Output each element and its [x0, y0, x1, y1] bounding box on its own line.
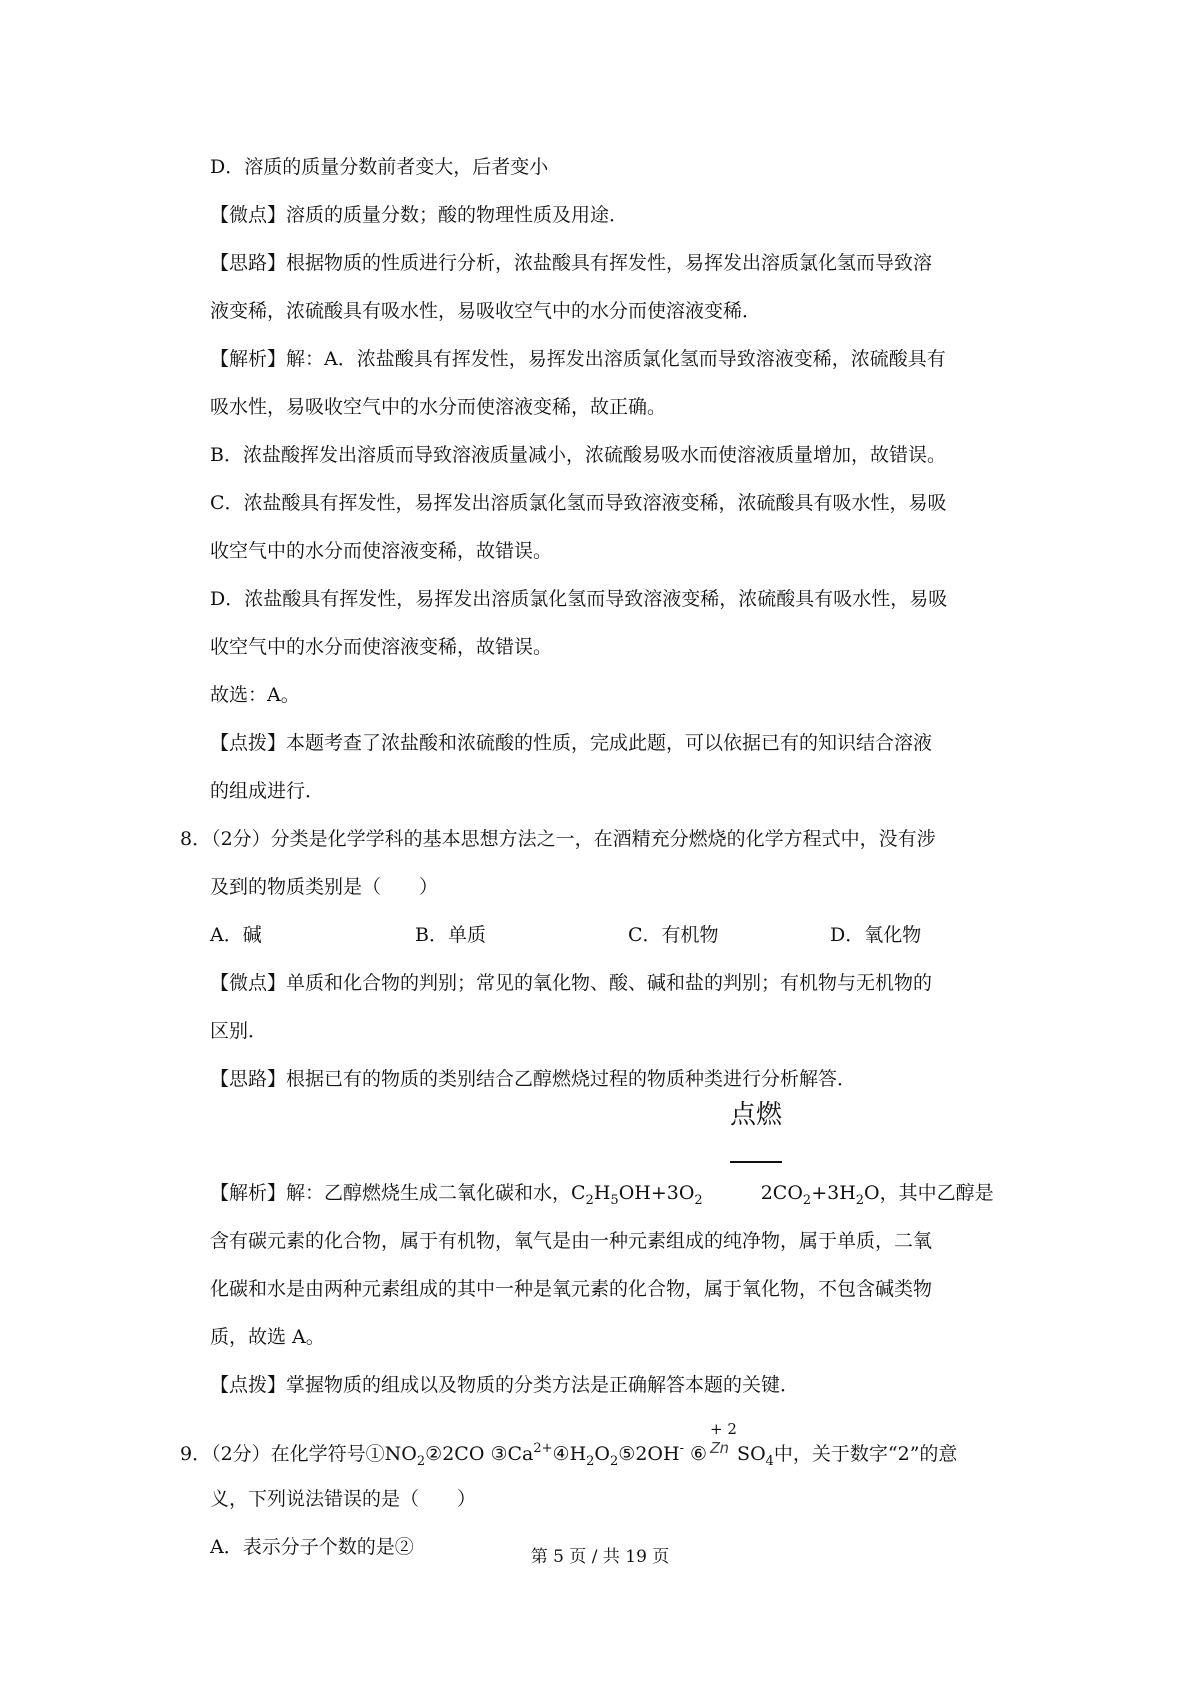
text-line: 故选：A。 — [210, 684, 300, 706]
jiexi-suffix: ，其中乙醇是 — [879, 1182, 994, 1204]
page-footer: 第 5 页 / 共 19 页 — [530, 1547, 670, 1567]
jiexi-equation-line: 【解析】解：乙醇燃烧生成二氧化碳和水，$C_2H_5OH+3O_2$ $2CO_2+3H_2O$，其中乙醇是 — [210, 1182, 994, 1208]
weidian-line: 【微点】单质和化合物的判别；常见的氧化物、酸、碱和盐的判别；有机物与无机物的 — [210, 972, 933, 994]
question-9-suffix: 中，关于数字“2”的意 — [773, 1443, 958, 1465]
zinc-valence-notation: + 2 Zn — [707, 1436, 737, 1460]
question-9-prefix: 9．（2分）在化学符号①NO — [180, 1443, 417, 1465]
question-9-stem-cont: 义，下列说法错误的是（ ） — [210, 1488, 477, 1510]
option-c: C．有机物 — [628, 924, 719, 946]
option-a: A．碱 — [210, 924, 262, 946]
text-line: 液变稀，浓硫酸具有吸水性，易吸收空气中的水分而使溶液变稀． — [210, 300, 762, 322]
text-line: 含有碳元素的化合物，属于有机物，氧气是由一种元素组成的纯净物，属于单质，二氧 — [210, 1230, 933, 1252]
reaction-condition: 点燃 — [729, 1100, 782, 1130]
option-a: A．表示分子个数的是② — [210, 1536, 414, 1558]
text-line: 【解析】解：A．浓盐酸具有挥发性，易挥发出溶质氯化氢而导致溶液变稀，浓硫酸具有 — [210, 348, 946, 370]
text-line: 收空气中的水分而使溶液变稀，故错误。 — [210, 540, 553, 562]
reaction-condition-bar — [730, 1161, 782, 1163]
question-8-stem-cont: 及到的物质类别是（ ） — [210, 876, 439, 898]
question-8-stem: 8．（2分）分类是化学学科的基本思想方法之一，在酒精充分燃烧的化学方程式中，没有涉 — [180, 828, 936, 850]
option-d: D．氧化物 — [830, 924, 922, 946]
text-line: 化碳和水是由两种元素组成的其中一种是氧元素的化合物，属于氧化物，不包含碱类物 — [210, 1278, 933, 1300]
text-line: D．溶质的质量分数前者变大，后者变小 — [210, 156, 549, 178]
text-line: 的组成进行． — [210, 780, 325, 802]
jiexi-prefix: 【解析】解：乙醇燃烧生成二氧化碳和水，C — [210, 1182, 586, 1204]
silu-line: 【思路】根据已有的物质的类别结合乙醇燃烧过程的物质种类进行分析解答． — [210, 1068, 857, 1090]
weidian-line: 区别． — [210, 1020, 268, 1042]
text-line: 【点拨】本题考查了浓盐酸和浓硫酸的性质，完成此题，可以依据已有的知识结合溶液 — [210, 732, 933, 754]
option-b: B．单质 — [415, 924, 486, 946]
text-line: C．浓盐酸具有挥发性，易挥发出溶质氯化氢而导致溶液变稀，浓硫酸具有吸水性，易吸 — [210, 492, 947, 514]
dianbo-line: 【点拨】掌握物质的组成以及物质的分类方法是正确解答本题的关键． — [210, 1374, 800, 1396]
text-line: B．浓盐酸挥发出溶质而导致溶液质量减小，浓硫酸易吸水而使溶液质量增加，故错误。 — [210, 444, 946, 466]
text-line: 质，故选 A。 — [210, 1326, 325, 1348]
text-line: 收空气中的水分而使溶液变稀，故错误。 — [210, 636, 553, 658]
zinc-valence: + 2 — [710, 1420, 737, 1438]
text-line: 【微点】溶质的质量分数；酸的物理性质及用途． — [210, 204, 629, 226]
text-line: 吸水性，易吸收空气中的水分而使溶液变稀，故正确。 — [210, 396, 667, 418]
text-line: D．浓盐酸具有挥发性，易挥发出溶质氯化氢而导致溶液变稀，浓硫酸具有吸水性，易吸 — [210, 588, 948, 610]
question-9-stem: 9．（2分）在化学符号$①NO_2②2CO$ $③Ca^{2+}④H_2O_2⑤2OH^-$ ⑥ + 2 Zn $SO_4$中，关于数字“2”的意 — [180, 1436, 957, 1472]
text-line: 【思路】根据物质的性质进行分析，浓盐酸具有挥发性，易挥发出溶质氯化氢而导致溶 — [210, 252, 933, 274]
